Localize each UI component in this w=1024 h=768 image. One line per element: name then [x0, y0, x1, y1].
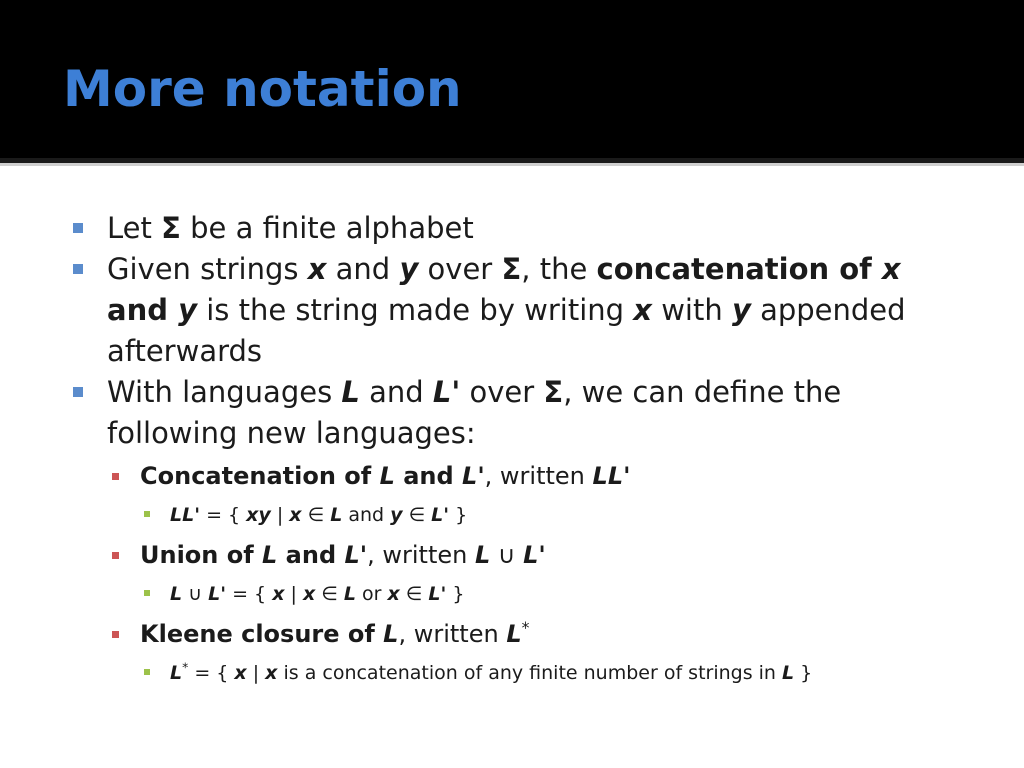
bullet-text-run: over	[460, 375, 544, 409]
bullet-text-run: L	[262, 541, 278, 569]
header-divider-highlight	[0, 163, 1024, 166]
bullet-list	[0, 208, 1024, 687]
bullet-text-run: L'	[462, 462, 485, 490]
bullet-text-run: LL'	[592, 462, 631, 490]
bullet-text-run: LL'	[170, 504, 201, 526]
bullet-text-run: , written	[398, 620, 507, 648]
bullet-marker-icon	[73, 223, 83, 233]
bullet-marker-icon	[112, 552, 119, 559]
bullet-text-run: *	[182, 660, 189, 675]
bullet-text-run: |	[284, 583, 303, 605]
bullet-text-run: With languages	[107, 375, 342, 409]
bullet-item-level3	[0, 501, 1024, 529]
bullet-marker-icon	[144, 669, 150, 675]
bullet-text-run: |	[270, 504, 290, 526]
bullet-text-run: y	[399, 252, 419, 286]
bullet-marker-icon	[144, 511, 150, 517]
bullet-text-run: Given strings	[107, 252, 308, 286]
bullet-item-level3	[0, 580, 1024, 608]
bullet-marker-icon	[73, 264, 83, 274]
bullet-text-run: x	[633, 293, 652, 327]
bullet-text-run: L	[782, 662, 795, 684]
bullet-text-run: L	[170, 662, 183, 684]
bullet-text-run: Let	[107, 211, 162, 245]
bullet-text-run: Σ	[161, 211, 181, 245]
bullet-text-run: }	[449, 504, 468, 526]
bullet-text-run: is a concatenation of any finite number of strings in	[277, 662, 783, 684]
bullet-text-run: x	[234, 662, 247, 684]
bullet-text-run: L	[330, 504, 343, 526]
bullet-text-run: }	[794, 662, 813, 684]
bullet-text-run: ∈	[402, 504, 432, 526]
bullet-text-run: over	[418, 252, 502, 286]
bullet-text-run: L'	[208, 583, 227, 605]
bullet-text-run: , we can define the following new languages:	[107, 375, 842, 450]
bullet-text-run: L'	[431, 504, 450, 526]
title-bar	[0, 0, 1024, 158]
bullet-text-run: y	[178, 293, 197, 327]
bullet-text-run: x	[307, 252, 327, 286]
bullet-text-run: ∪	[490, 541, 524, 569]
bullet-text-run: L'	[523, 541, 546, 569]
bullet-marker-icon	[112, 473, 119, 480]
bullet-text-run: L'	[344, 541, 368, 569]
bullet-marker-icon	[73, 387, 83, 397]
bullet-text-run: ∈	[301, 504, 331, 526]
bullet-text-run: L	[379, 462, 395, 490]
bullet-text-run: y	[731, 293, 751, 327]
bullet-text-run: , the	[521, 252, 597, 286]
bullet-text-run: Σ	[543, 375, 564, 409]
bullet-text-run: x	[289, 504, 302, 526]
bullet-text-run: xy	[246, 504, 271, 526]
bullet-text-run: x	[265, 662, 278, 684]
bullet-text-run: |	[246, 662, 266, 684]
bullet-text-run: ∈	[315, 583, 344, 605]
bullet-text-run: and	[394, 462, 463, 490]
bullet-text-run: and	[359, 375, 433, 409]
bullet-text-run: L	[506, 620, 522, 648]
bullet-item-level1	[0, 372, 1024, 454]
bullet-text-run: and	[277, 541, 345, 569]
bullet-text-run: be a finite alphabet	[180, 211, 474, 245]
bullet-text-run: Σ	[501, 252, 522, 286]
bullet-text-run: L	[170, 583, 183, 605]
bullet-text-run: L	[341, 375, 360, 409]
bullet-item-level2	[0, 460, 1024, 493]
bullet-text-run: L	[343, 583, 356, 605]
bullet-text-run: L'	[428, 583, 447, 605]
bullet-marker-icon	[112, 631, 119, 638]
bullet-item-level2	[0, 539, 1024, 572]
bullet-text-run: and	[326, 252, 400, 286]
bullet-marker-icon	[144, 590, 150, 596]
bullet-text-run: , written	[484, 462, 593, 490]
bullet-text-run: appended afterwards	[107, 293, 906, 368]
bullet-text-run: = {	[188, 662, 235, 684]
bullet-item-level1	[0, 249, 1024, 372]
bullet-text-run: x	[881, 252, 901, 286]
bullet-text-run: and	[107, 293, 179, 327]
bullet-text-run: = {	[226, 583, 273, 605]
bullet-text-run: ∈	[399, 583, 429, 605]
bullet-text-run: x	[302, 583, 316, 605]
bullet-item-level2	[0, 618, 1024, 651]
bullet-text-run: }	[446, 583, 465, 605]
bullet-text-run: x	[387, 583, 400, 605]
bullet-text-run: L	[383, 620, 399, 648]
slide-title: More notation	[63, 60, 462, 118]
bullet-text-run: or	[355, 583, 388, 605]
bullet-text-run: y	[390, 504, 403, 526]
bullet-text-run: and	[342, 504, 391, 526]
bullet-text-run: = {	[200, 504, 247, 526]
bullet-text-run: concatenation of	[596, 252, 882, 286]
bullet-text-run: *	[521, 619, 530, 637]
bullet-text-run: ∪	[182, 583, 209, 605]
bullet-text-run: x	[272, 583, 285, 605]
bullet-text-run: is the string made by writing	[196, 293, 634, 327]
bullet-text-run: Kleene closure of	[140, 620, 384, 648]
bullet-item-level3	[0, 659, 1024, 687]
bullet-text-run: L'	[432, 375, 461, 409]
bullet-text-run: Concatenation of	[140, 462, 380, 490]
bullet-text-run: L	[474, 541, 491, 569]
bullet-item-level1	[0, 208, 1024, 249]
bullet-text-run: , written	[367, 541, 475, 569]
bullet-text-run: Union of	[140, 541, 263, 569]
bullet-text-run: with	[652, 293, 732, 327]
